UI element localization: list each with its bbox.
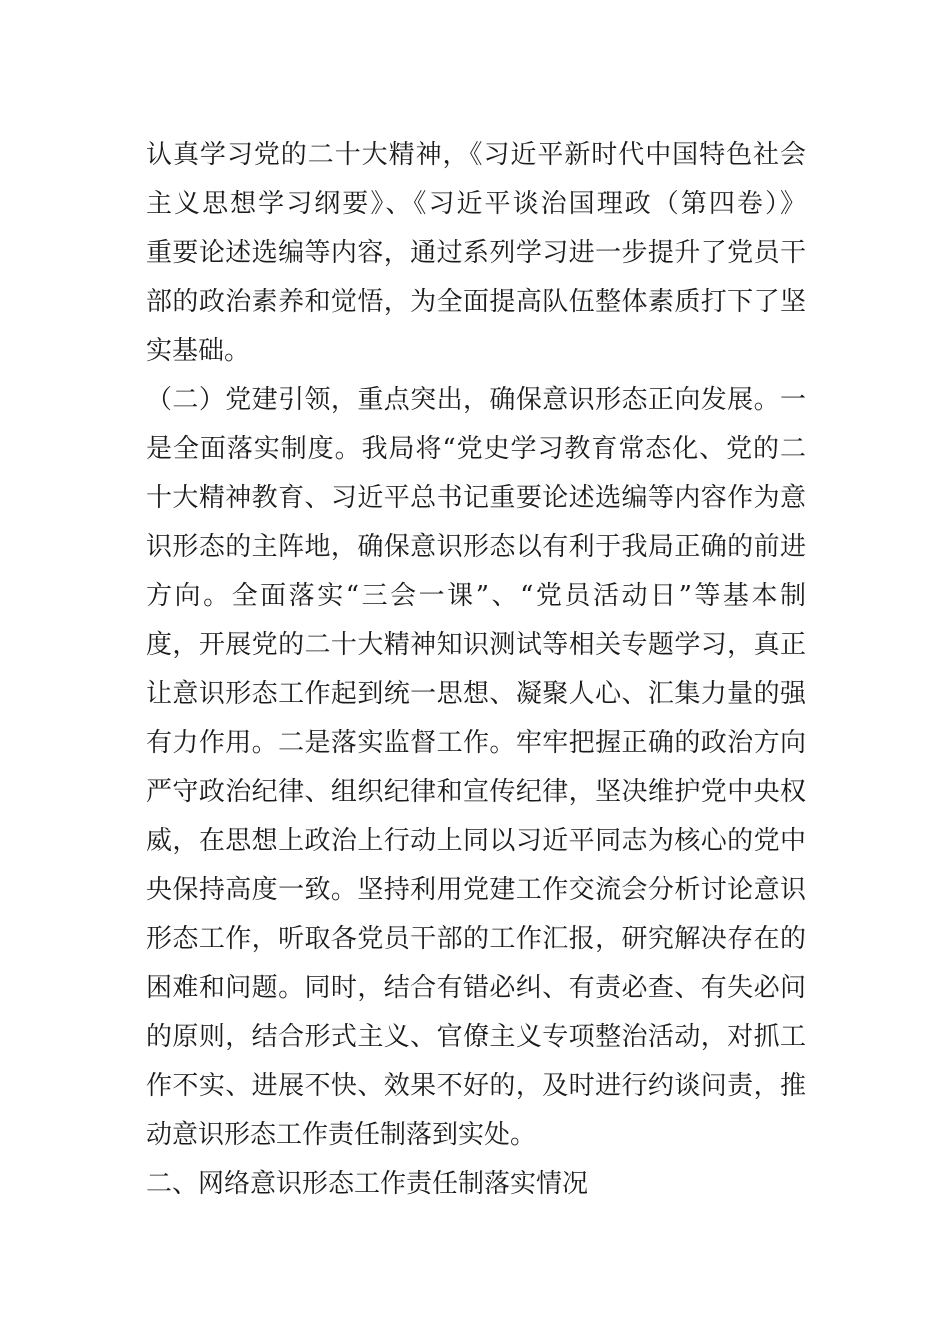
text-line: 困难和问题。同时，结合有错必纠、有责必查、有失必问 (146, 973, 806, 1003)
text-line: 作不实、进展不快、效果不好的，及时进行约谈问责，推 (146, 1071, 806, 1101)
text-line: 是全面落实制度。我局将“党史学习教育常态化、党的二 (146, 434, 806, 464)
text-line: 威，在思想上政治上行动上同以习近平同志为核心的党中 (146, 826, 806, 856)
text-line: 有力作用。二是落实监督工作。牢牢把握正确的政治方向 (146, 728, 806, 758)
text-line: 重要论述选编等内容，通过系列学习进一步提升了党员干 (146, 238, 806, 268)
text-line: 度，开展党的二十大精神知识测试等相关专题学习，真正 (146, 630, 806, 660)
section-heading-two: 二、网络意识形态工作责任制落实情况 (146, 1169, 589, 1199)
text-line: 实基础。 (146, 336, 251, 366)
text-line: 部的政治素养和觉悟，为全面提高队伍整体素质打下了坚 (146, 287, 806, 317)
text-line: 方向。全面落实“三会一课”、“党员活动日”等基本制 (146, 581, 806, 611)
text-line: 让意识形态工作起到统一思想、凝聚人心、汇集力量的强 (146, 679, 806, 709)
text-line: 认真学习党的二十大精神，《习近平新时代中国特色社会 (146, 140, 806, 170)
text-line: 的原则，结合形式主义、官僚主义专项整治活动，对抓工 (146, 1022, 806, 1052)
text-line: 形态工作，听取各党员干部的工作汇报，研究解决存在的 (146, 924, 806, 954)
text-line: 十大精神教育、习近平总书记重要论述选编等内容作为意 (146, 483, 806, 513)
section-heading-2: （二）党建引领，重点突出，确保意识形态正向发展。一 (146, 385, 806, 415)
text-line: 识形态的主阵地，确保意识形态以有利于我局正确的前进 (146, 532, 806, 562)
text-line: 严守政治纪律、组织纪律和宣传纪律，坚决维护党中央权 (146, 777, 806, 807)
text-line: 主义思想学习纲要》、《习近平谈治国理政（第四卷）》 (146, 189, 806, 219)
text-line: 动意识形态工作责任制落到实处。 (146, 1120, 537, 1150)
text-line: 央保持高度一致。坚持利用党建工作交流会分析讨论意识 (146, 875, 806, 905)
